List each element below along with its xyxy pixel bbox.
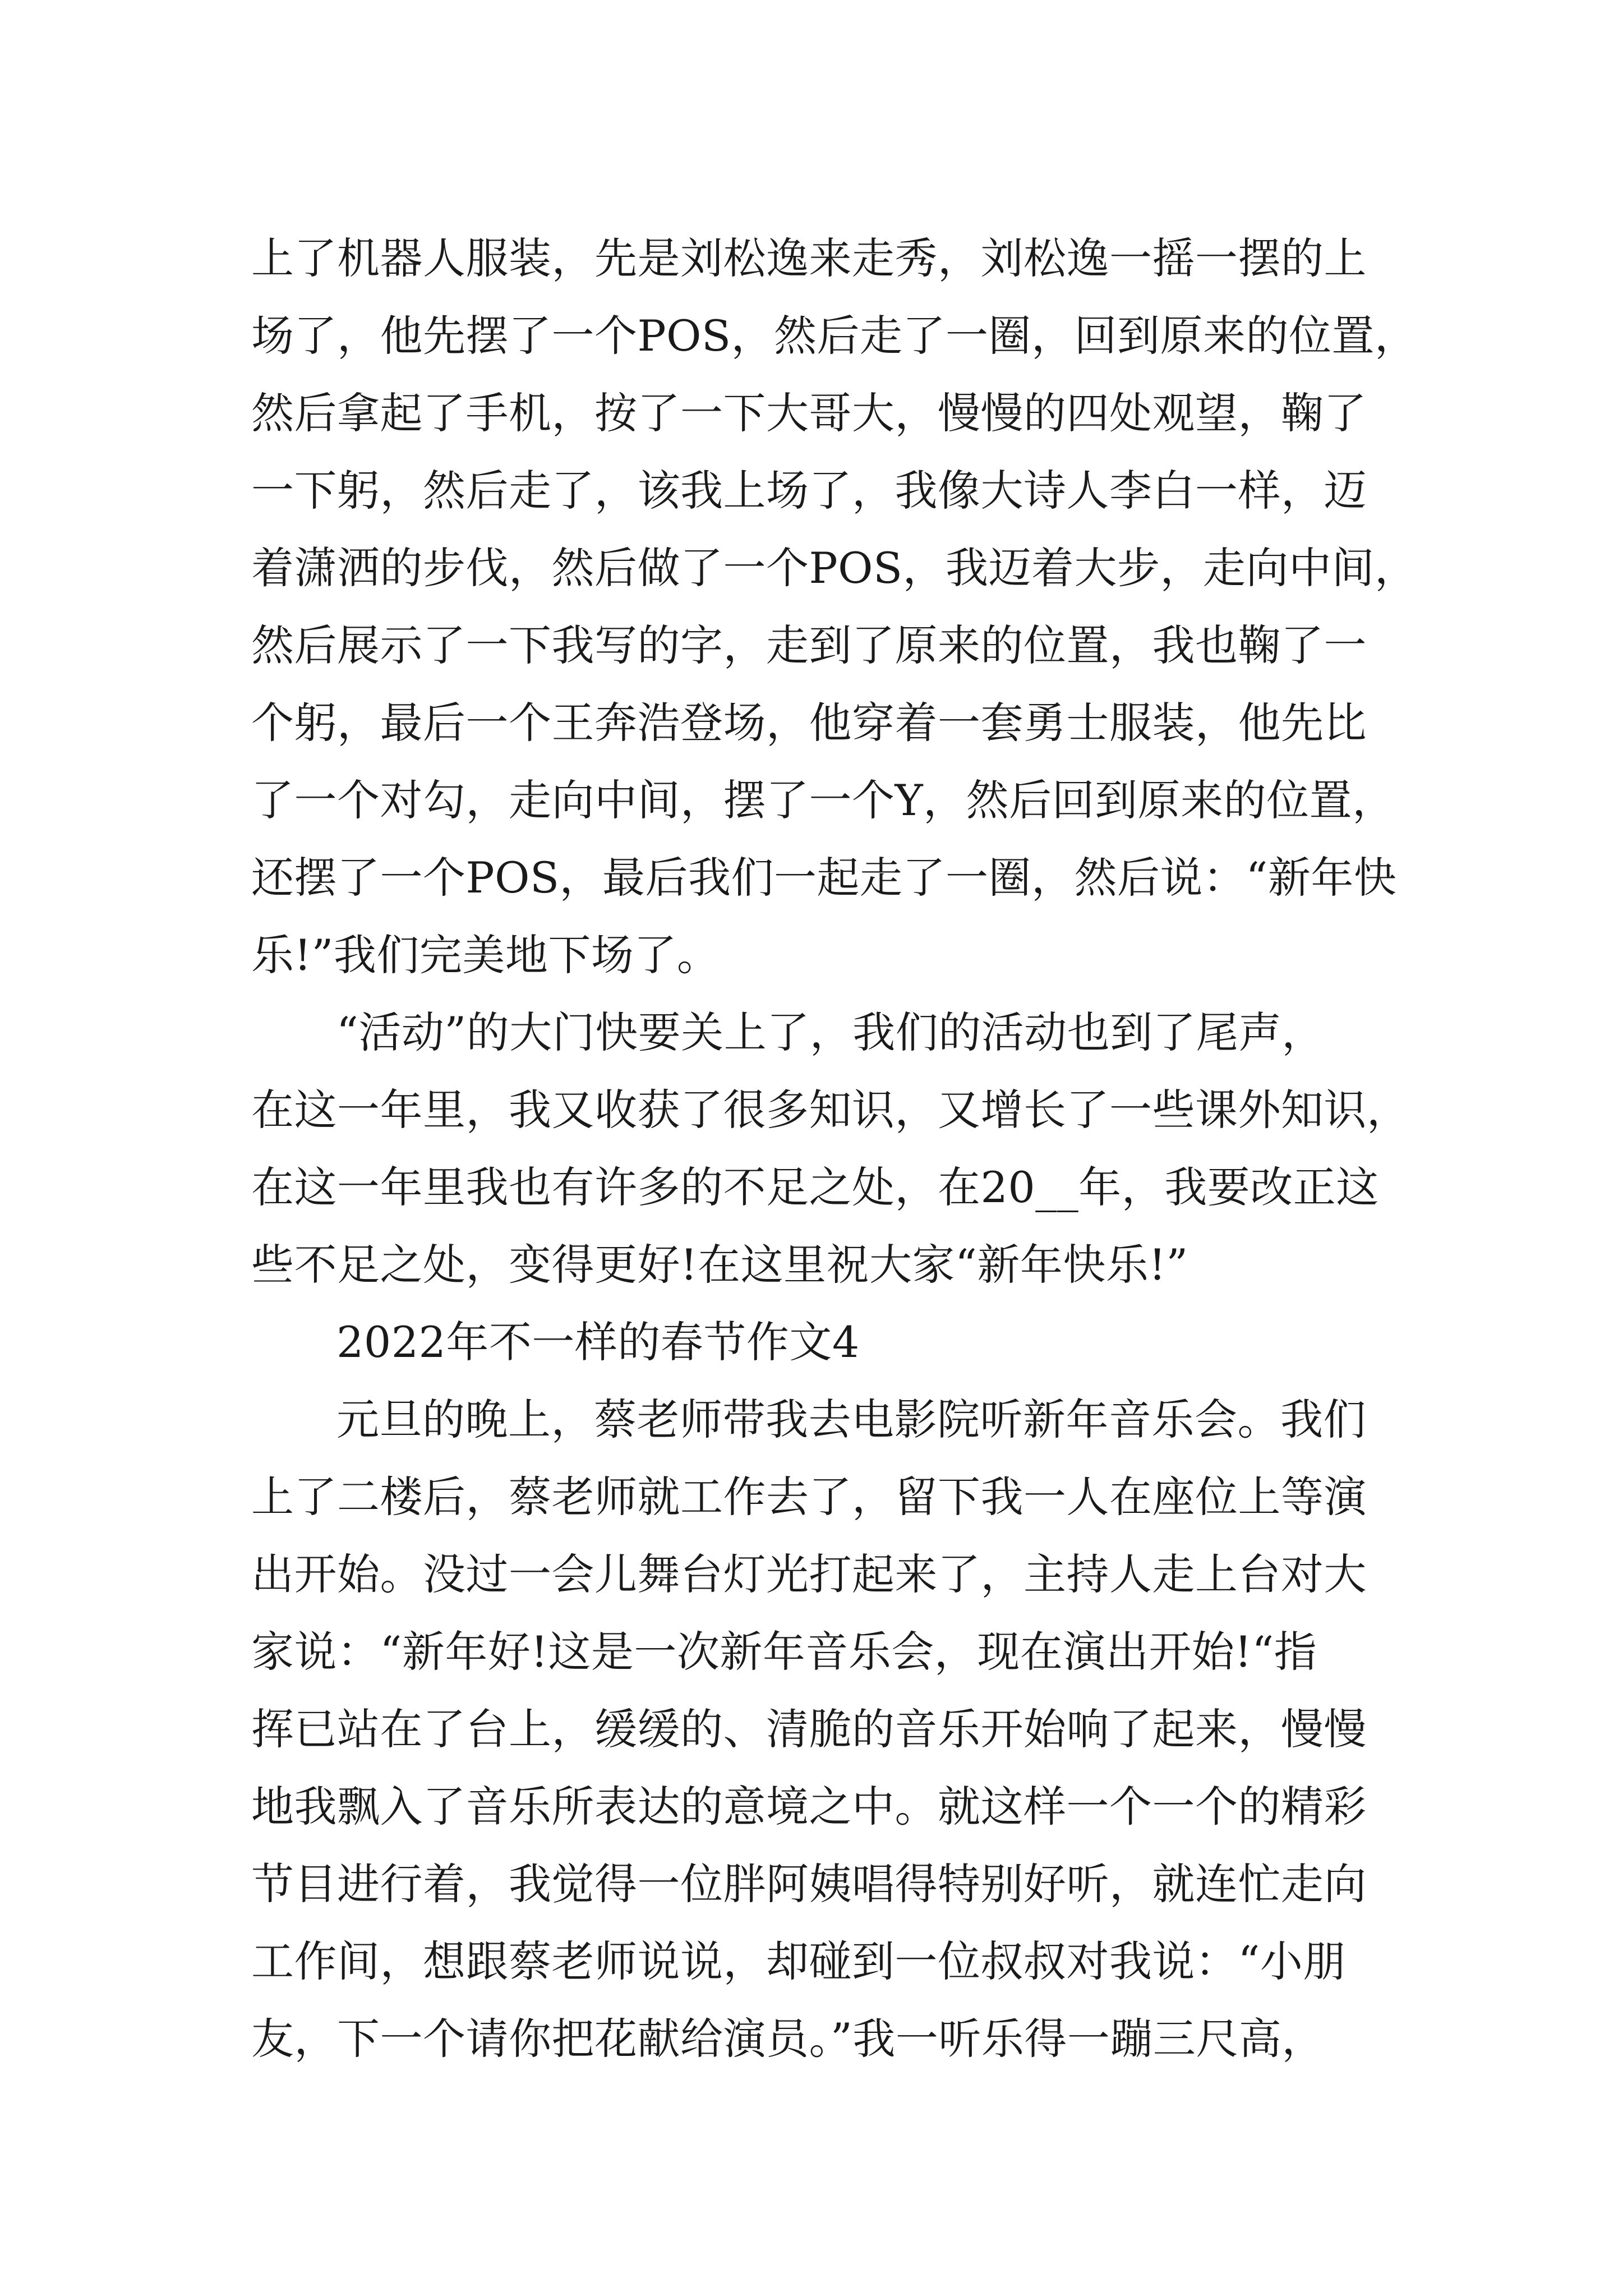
text-line: 场了，他先摆了一个POS，然后走了一圈，回到原来的位置， — [251, 311, 1418, 361]
text-line: 在这一年里我也有许多的不足之处，在20__年，我要改正这 — [251, 1162, 1379, 1212]
text-line: 然后拿起了手机，按了一下大哥大，慢慢的四处观望，鞠了 — [251, 388, 1367, 438]
text-line: 元旦的晚上，蔡老师带我去电影院听新年音乐会。我们 — [336, 1395, 1366, 1444]
document-body — [251, 220, 1418, 2078]
text-line: 出开始。没过一会儿舞台灯光打起来了，主持人走上台对大 — [251, 1549, 1367, 1599]
text-line: 还摆了一个POS，最后我们一起走了一圈，然后说：“新年快 — [251, 853, 1397, 903]
text-line: 在这一年里，我又收获了很多知识，又增长了一些课外知识， — [251, 1085, 1410, 1135]
text-line: “活动”的大门快要关上了，我们的活动也到了尾声， — [336, 1007, 1325, 1057]
text-line: 些不足之处，变得更好!在这里祝大家“新年快乐!” — [251, 1240, 1188, 1290]
text-line: 然后展示了一下我写的字，走到了原来的位置，我也鞠了一 — [251, 620, 1367, 670]
text-line: 地我飘入了音乐所表达的意境之中。就这样一个一个的精彩 — [251, 1782, 1367, 1832]
text-line: 友，下一个请你把花献给演员。”我一听乐得一蹦三尺高， — [251, 2014, 1325, 2064]
text-line: 着潇洒的步伐，然后做了一个POS，我迈着大步，走向中间， — [251, 543, 1418, 593]
text-line: 家说：“新年好!这是一次新年音乐会，现在演出开始!“指 — [251, 1627, 1317, 1677]
text-line: 挥已站在了台上，缓缓的、清脆的音乐开始响了起来，慢慢 — [251, 1704, 1367, 1754]
text-line: 一下躬，然后走了，该我上场了，我像大诗人李白一样，迈 — [251, 466, 1367, 516]
text-line: 了一个对勾，走向中间，摆了一个Y，然后回到原来的位置， — [251, 775, 1395, 825]
text-line: 上了机器人服装，先是刘松逸来走秀，刘松逸一摇一摆的上 — [251, 233, 1367, 283]
text-line: 2022年不一样的春节作文4 — [336, 1317, 860, 1367]
text-line: 个躬，最后一个王奔浩登场，他穿着一套勇士服装，他先比 — [251, 698, 1367, 748]
text-line: 工作间，想跟蔡老师说说，却碰到一位叔叔对我说：“小朋 — [251, 1936, 1346, 1986]
text-line: 节目进行着，我觉得一位胖阿姨唱得特别好听，就连忙走向 — [251, 1859, 1367, 1909]
text-line: 乐!”我们完美地下场了。 — [251, 930, 720, 980]
text-line: 上了二楼后，蔡老师就工作去了，留下我一人在座位上等演 — [251, 1472, 1367, 1522]
